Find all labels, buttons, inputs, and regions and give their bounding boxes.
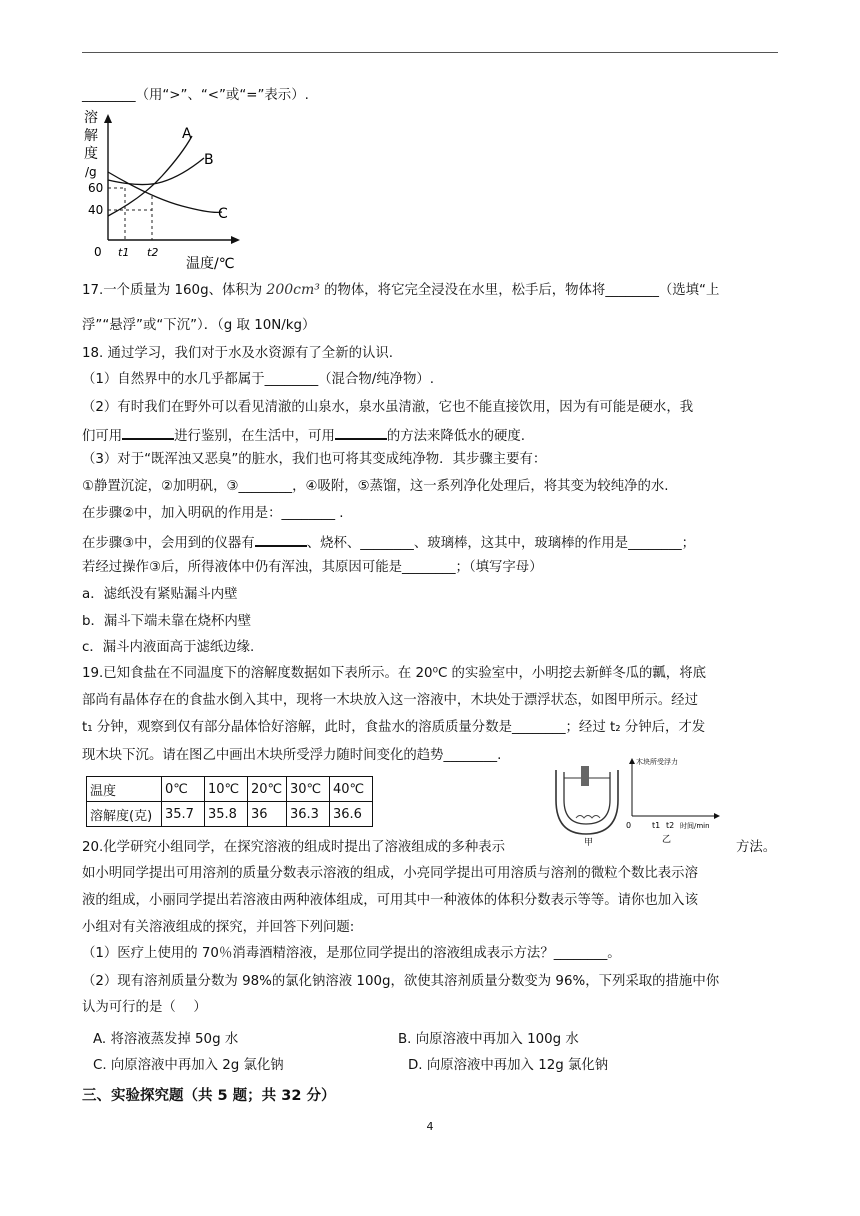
q20-line-1a: 20.化学研究小组同学，在探究溶液的组成时提出了溶液组成的多种表示 <box>82 840 506 855</box>
graph-origin: 0 <box>94 245 102 259</box>
beaker-and-buoyancy-figure <box>548 754 728 846</box>
q18-option-c: c．漏斗内液面高于滤纸边缘. <box>82 640 255 655</box>
buoyancy-ylabel: 木块所受浮力 <box>636 758 678 766</box>
q17-volume: 200cm³ <box>266 282 320 298</box>
table-cell: 溶解度(克) <box>87 802 162 827</box>
q17-text-a: 17.一个质量为 160g、体积为 <box>82 283 263 298</box>
q20-line-4: 小组对有关溶液组成的探究，并回答下列问题: <box>82 920 355 935</box>
blank[interactable] <box>255 531 307 547</box>
table-cell: 温度 <box>87 777 162 802</box>
q20-line-2: 如小明同学提出可用溶剂的质量分数表示溶液的组成，小亮同学提出可用溶质与溶剂的微粒个数比表示溶 <box>82 866 698 881</box>
header-rule <box>82 52 778 53</box>
q17-line-2: 浮”“悬浮”或“下沉”）．（g 取 10N/kg） <box>82 318 316 333</box>
graph-xtick-t2: t2 <box>147 246 159 259</box>
q20-line-3: 液的组成，小丽同学提出若溶液由两种液体组成，可用其中一种液体的体积分数表示等等。请你也加入该 <box>82 893 698 908</box>
q20-option-a: A. 将溶液蒸发掉 50g 水 <box>93 1032 239 1047</box>
q18-line-1: 18. 通过学习，我们对于水及水资源有了全新的认识. <box>82 346 394 361</box>
graph-ylabel-3: 度 <box>84 146 98 162</box>
q17-text-b: 的物体，将它完全浸没在水里，松手后，物体将________（选填“上 <box>324 283 720 298</box>
q20-line-7: 认为可行的是（ ） <box>82 1000 207 1015</box>
table-row <box>87 802 373 827</box>
graph-xtick-t1: t1 <box>118 246 130 259</box>
solubility-table <box>86 776 373 827</box>
table-cell: 36 <box>248 802 287 827</box>
table-cell: 30℃ <box>287 777 330 802</box>
buoyancy-t1: t1 <box>652 821 661 830</box>
graph-x-arrow <box>231 236 240 244</box>
table-row <box>87 777 373 802</box>
q18-l4-b: 进行鉴别，在生活中，可用 <box>174 429 335 444</box>
table-cell: 40℃ <box>330 777 373 802</box>
table-cell: 36.6 <box>330 802 373 827</box>
q18-line-4 <box>82 424 525 447</box>
q20-option-b: B. 向原溶液中再加入 100g 水 <box>398 1032 579 1047</box>
q18-line-6: ①静置沉淀，②加明矾，③________，④吸附，⑤蒸馏，这一系列净化处理后，将其变为较纯净的水. <box>82 479 669 494</box>
q19-line-1: 19.已知食盐在不同温度下的溶解度数据如下表所示。在 20⁰C 的实验室中，小明挖去新鲜冬瓜的瓤，将底 <box>82 666 706 681</box>
q18-l4-a: 们可用 <box>82 429 123 444</box>
buoyancy-origin: 0 <box>626 821 632 830</box>
section-heading: 三、实验探究题（共 5 题；共 32 分） <box>82 1088 336 1104</box>
q17-line-1 <box>82 280 719 301</box>
graph-ytick-60: 60 <box>88 181 104 195</box>
table-cell: 35.7 <box>162 802 205 827</box>
q18-option-b: b．漏斗下端未靠在烧杯内壁 <box>82 614 252 629</box>
solubility-curve-graph <box>82 108 252 270</box>
q18-line-8 <box>82 531 695 554</box>
q20-line-6: （2）现有溶剂质量分数为 98%的氯化钠溶液 100g，欲使其溶剂质量分数变为 96%，下列采取的措施中你 <box>82 974 720 989</box>
q20-line-1b: 方法。 <box>736 840 777 855</box>
q18-l8-a: 在步骤③中，会用到的仪器有 <box>82 536 255 551</box>
curve-label-c: C <box>218 206 228 222</box>
q19-line-2: 部尚有晶体存在的食盐水倒入其中，现将一木块放入这一溶液中，木块处于漂浮状态，如图甲所示。经过 <box>82 693 698 708</box>
q19-line-4: 现木块下沉。请在图乙中画出木块所受浮力随时间变化的趋势________. <box>82 748 502 763</box>
q18-line-7: 在步骤②中，加入明矾的作用是：________ . <box>82 506 344 521</box>
wood-block <box>581 766 589 786</box>
buoyancy-y-arrow <box>629 758 635 764</box>
q19-line-3: t₁ 分钟，观察到仅有部分晶体恰好溶解，此时，食盐水的溶质质量分数是________；经过 t₂ 分钟后，才发 <box>82 720 706 735</box>
q18-l8-b: 、烧杯、________、玻璃棒，这其中，玻璃棒的作用是________； <box>306 536 696 551</box>
q18-line-9: 若经过操作③后，所得液体中仍有浑浊，其原因可能是________；（填写字母） <box>82 560 543 575</box>
graph-xlabel: 温度/℃ <box>186 256 235 270</box>
curve-a <box>108 136 192 216</box>
table-cell: 20℃ <box>248 777 287 802</box>
blank[interactable] <box>122 424 174 440</box>
q20-line-5: （1）医疗上使用的 70％消毒酒精溶液，是那位同学提出的溶液组成表示方法？________。 <box>82 946 621 961</box>
question-16-tail: ________（用“>”、“<”或“=”表示）. <box>82 88 309 103</box>
graph-ylabel-4: /g <box>85 165 97 179</box>
curve-label-b: B <box>204 152 214 168</box>
salt-crystals <box>576 816 600 819</box>
table-cell: 0℃ <box>162 777 205 802</box>
q18-l4-c: 的方法来降低水的硬度. <box>386 429 526 444</box>
buoyancy-x-arrow <box>714 813 720 819</box>
graph-ylabel-1: 溶 <box>84 110 98 126</box>
buoyancy-xlabel: 时间/min <box>680 822 710 830</box>
q18-line-2: （1）自然界中的水几乎都属于________（混合物/纯净物）. <box>82 372 435 387</box>
page-number: 4 <box>426 1120 434 1133</box>
table-cell: 10℃ <box>205 777 248 802</box>
q18-line-5: （3）对于“既浑浊又恶臭”的脏水，我们也可将其变成纯净物．其步骤主要有： <box>82 452 547 467</box>
graph-ylabel-2: 解 <box>84 128 98 144</box>
q20-option-c: C. 向原溶液中再加入 2g 氯化钠 <box>93 1058 284 1073</box>
q18-line-3: （2）有时我们在野外可以看见清澈的山泉水，泉水虽清澈，它也不能直接饮用，因为有可能是硬水，我 <box>82 400 694 415</box>
buoyancy-t2: t2 <box>666 821 675 830</box>
table-cell: 35.8 <box>205 802 248 827</box>
curve-label-a: A <box>182 126 192 142</box>
q18-option-a: a．滤纸没有紧贴漏斗内壁 <box>82 587 238 602</box>
label-jia: 甲 <box>584 838 594 846</box>
graph-ytick-40: 40 <box>88 203 104 217</box>
graph-y-arrow <box>104 114 112 123</box>
table-cell: 36.3 <box>287 802 330 827</box>
blank[interactable] <box>335 424 387 440</box>
label-yi: 乙 <box>662 835 672 845</box>
q20-option-d: D. 向原溶液中再加入 12g 氯化钠 <box>408 1058 609 1073</box>
